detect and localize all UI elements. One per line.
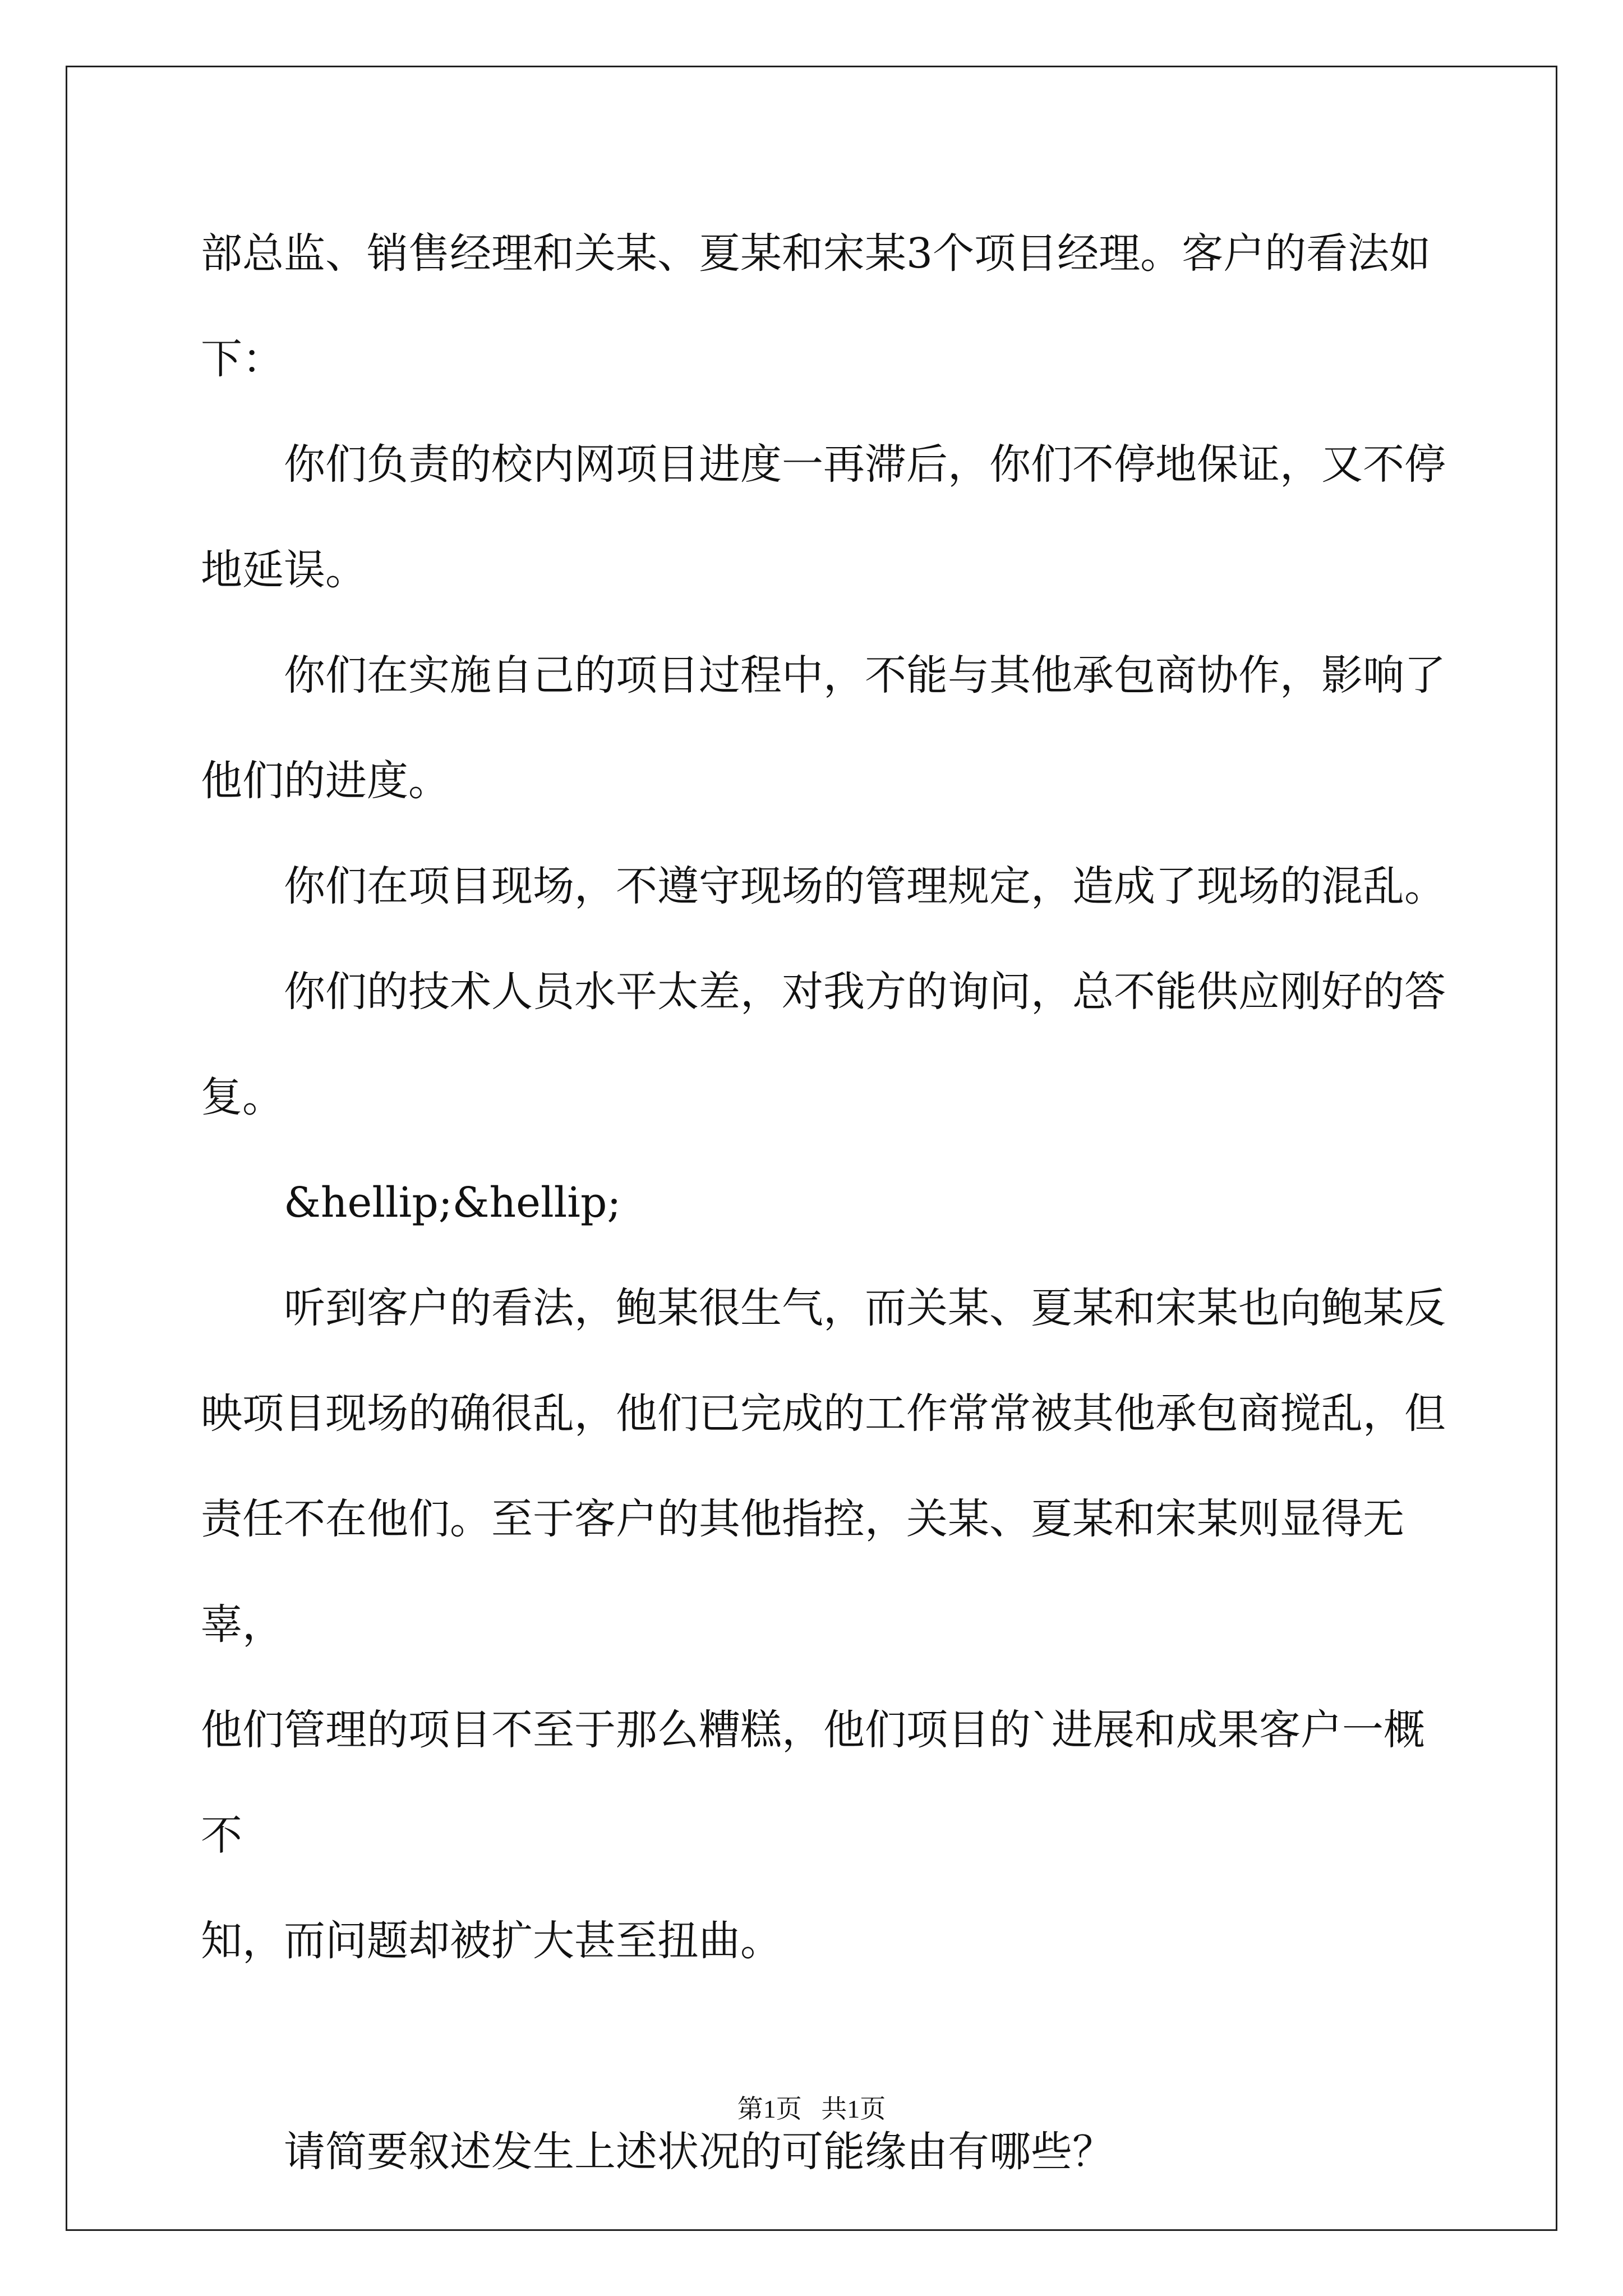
document-body [201,201,1446,2205]
text-line: 你们在实施自己的项目过程中，不能与其他承包商协作，影响了 [284,651,1446,700]
footer-gap [802,2095,822,2123]
text-line: 下： [201,335,284,383]
text-line: 知，而问题却被扩大甚至扭曲。 [201,1917,782,1965]
page-total: 共1页 [821,2095,886,2123]
text-line: 责任不在他们。至于客户的其他指控，关某、夏某和宋某则显得无辜， [201,1495,1404,1649]
text-line: 你们负责的校内网项目进度一再滞后，你们不停地保证，又不停 [284,440,1446,489]
text-line: 复。 [201,1073,284,1121]
page-footer [0,2092,1623,2126]
text-line: 他们管理的项目不至于那么糟糕，他们项目的`进展和成果客户一概不 [201,1706,1425,1860]
text-line: 部总监、销售经理和关某、夏某和宋某3个项目经理。客户的看法如 [201,229,1431,278]
text-line: 你们在项目现场，不遵守现场的管理规定，造成了现场的混乱。 [284,862,1446,910]
text-line: 听到客户的看法，鲍某很生气，而关某、夏某和宋某也向鲍某反 [284,1284,1446,1332]
text-line: 他们的进度。 [201,757,450,805]
text-line: 你们的技术人员水平太差，对我方的询问，总不能供应刚好的答 [284,968,1446,1016]
text-line: 映项目现场的确很乱，他们已完成的工作常常被其他承包商搅乱，但 [201,1389,1446,1438]
text-line: &hellip;&hellip; [284,1179,621,1227]
page-number: 第1页 [737,2095,802,2123]
question-line: 请简要叙述发生上述状况的可能缘由有哪些？ [284,2128,1114,2176]
text-line: 地延误。 [201,546,367,594]
blank-line [201,1994,1446,2099]
